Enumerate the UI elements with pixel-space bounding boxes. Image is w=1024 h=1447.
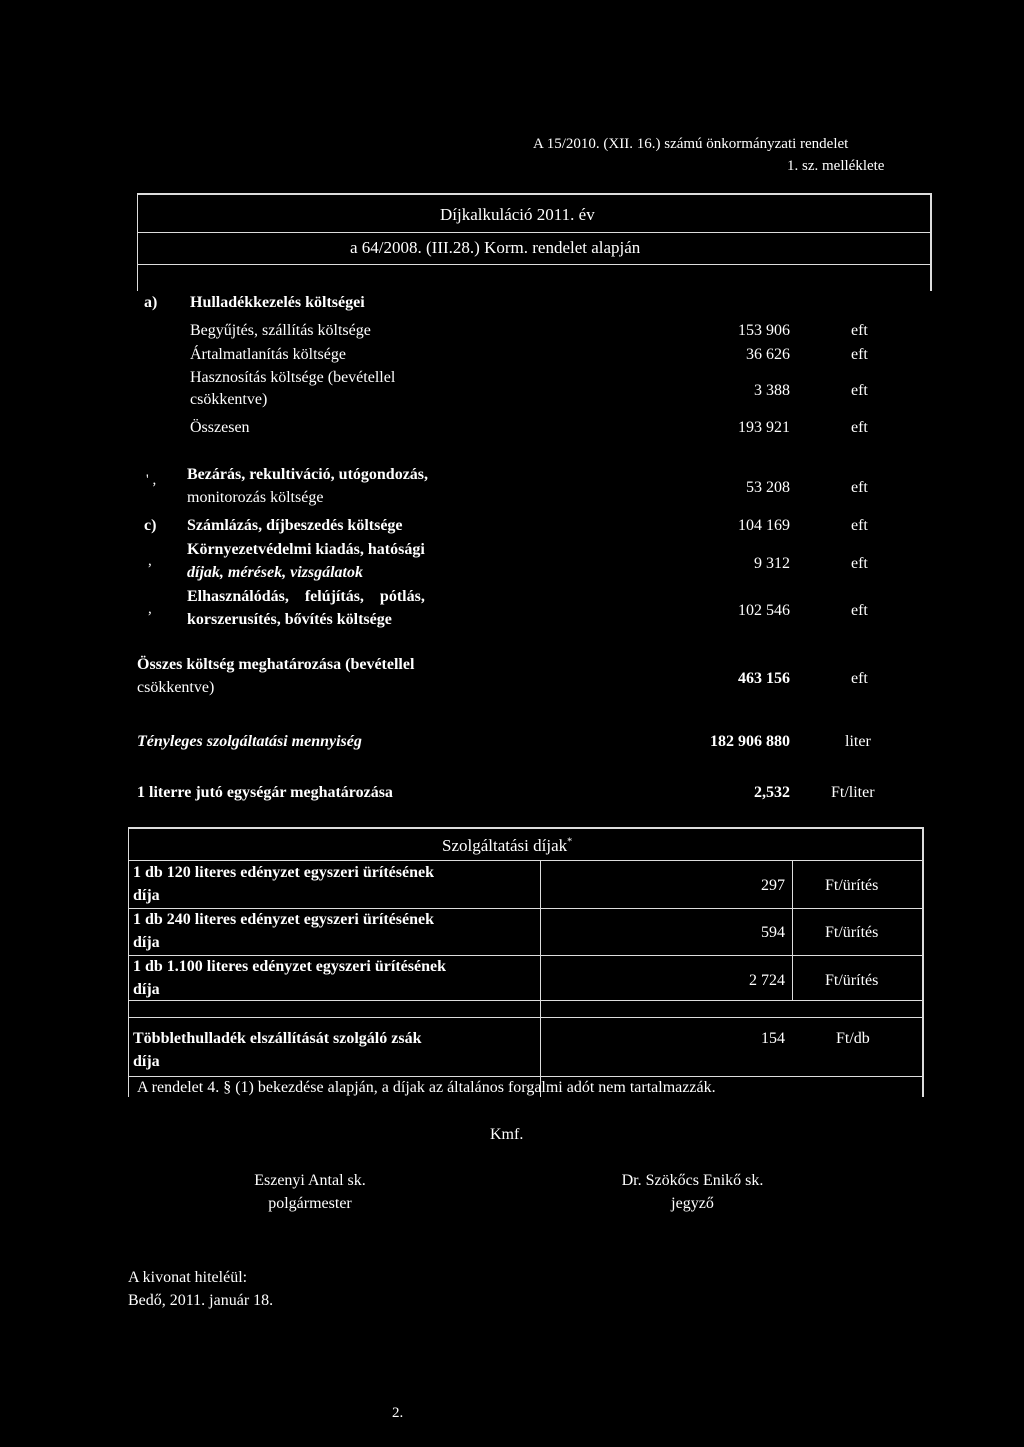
- vat-footnote: A rendelet 4. § (1) bekezdése alapján, a díjak az általános forgalmi adót nem tartalmazzák.: [137, 1079, 716, 1096]
- closure-cost-unit: eft: [851, 479, 868, 496]
- environmental-cost-value: 9 312: [754, 555, 790, 572]
- renewal-cost-label-cont: korszerusítés, bővítés költsége: [187, 611, 392, 628]
- service-quantity-label: Tényleges szolgáltatási mennyiség: [137, 733, 362, 750]
- fee-value-extra-bag: 154: [761, 1030, 785, 1047]
- fee-label-extra-bag-cont: díja: [133, 1053, 160, 1070]
- subtotal-value: 193 921: [738, 419, 790, 436]
- total-cost-unit: eft: [851, 670, 868, 687]
- cost-unit-disposal: eft: [851, 346, 868, 363]
- section-b-marker: ' ,: [146, 472, 157, 488]
- closure-cost-label: Bezárás, rekultiváció, utógondozás,: [187, 466, 429, 483]
- environmental-cost-label: Környezetvédelmi kiadás, hatósági: [187, 541, 425, 558]
- fees-table-price-divider: [792, 860, 793, 1000]
- fees-table-top-rule: [128, 827, 924, 829]
- annex-number: 1. sz. melléklete: [787, 158, 885, 174]
- service-quantity-unit: liter: [845, 733, 871, 750]
- unit-price-label: 1 literre jutó egységár meghatározása: [137, 784, 393, 801]
- cost-unit-collection: eft: [851, 322, 868, 339]
- cost-value-recovery: 3 388: [754, 382, 790, 399]
- fee-value-240l: 594: [761, 924, 785, 941]
- total-cost-label-cont: csökkentve): [137, 679, 215, 696]
- section-a-heading: Hulladékkezelés költségei: [190, 294, 365, 311]
- document-subtitle: a 64/2008. (III.28.) Korm. rendelet alapján: [350, 238, 641, 257]
- title-box-mid-rule: [137, 232, 931, 233]
- fees-row-rule-1: [128, 908, 924, 909]
- fees-heading-text: Szolgáltatási díjak: [442, 836, 568, 855]
- attestation-date: Bedő, 2011. január 18.: [128, 1292, 274, 1309]
- kmf-label: Kmf.: [490, 1126, 524, 1143]
- subtotal-label: Összesen: [190, 419, 250, 436]
- subtotal-unit: eft: [851, 419, 868, 436]
- fee-value-1100l: 2 724: [749, 972, 785, 989]
- cost-value-collection: 153 906: [738, 322, 790, 339]
- fee-value-120l: 297: [761, 877, 785, 894]
- mayor-name: Eszenyi Antal sk.: [254, 1172, 366, 1189]
- section-d-marker: ,: [148, 553, 152, 569]
- document-title: Díjkalkuláció 2011. év: [440, 205, 595, 224]
- closure-cost-label-cont: monitorozás költsége: [187, 489, 324, 506]
- fees-row-rule-2: [128, 955, 924, 956]
- title-box-top-rule: [137, 193, 931, 195]
- cost-label-recovery: Hasznosítás költsége (bevétellel: [190, 369, 396, 386]
- title-box-left-rule: [137, 193, 138, 291]
- fees-table-left-rule: [128, 827, 129, 1097]
- title-box-right-rule: [930, 193, 932, 291]
- fees-table-header-rule: [128, 860, 924, 861]
- billing-cost-value: 104 169: [738, 517, 790, 534]
- unit-price-value: 2,532: [754, 784, 790, 801]
- fees-row-rule-4: [128, 1017, 924, 1018]
- page-number: 2.: [392, 1405, 404, 1421]
- fees-table-bottom-rule: [128, 1076, 924, 1077]
- notary-name: Dr. Szökőcs Enikő sk.: [621, 1172, 764, 1189]
- title-box-bottom-rule: [137, 264, 931, 265]
- cost-label-collection: Begyűjtés, szállítás költsége: [190, 322, 371, 339]
- cost-unit-recovery: eft: [851, 382, 868, 399]
- fees-table-right-rule: [922, 827, 924, 1097]
- total-cost-value: 463 156: [738, 670, 790, 687]
- fees-row-rule-3: [128, 1000, 924, 1001]
- fee-label-240l: 1 db 240 literes edényzet egyszeri ürítésének: [133, 911, 434, 928]
- environmental-cost-label-cont: díjak, mérések, vizsgálatok: [187, 564, 363, 581]
- fee-unit-1100l: Ft/ürítés: [825, 972, 879, 989]
- mayor-title: polgármester: [268, 1195, 352, 1212]
- fees-table-col-divider: [540, 860, 541, 1097]
- closure-cost-value: 53 208: [746, 479, 790, 496]
- fees-heading: [442, 836, 572, 856]
- fee-label-1100l: 1 db 1.100 literes edényzet egyszeri ürítésének: [133, 958, 446, 975]
- renewal-cost-unit: eft: [851, 602, 868, 619]
- fee-label-240l-cont: díja: [133, 934, 160, 951]
- section-c-marker: c): [144, 517, 157, 534]
- fee-unit-120l: Ft/ürítés: [825, 877, 879, 894]
- fee-label-120l: 1 db 120 literes edényzet egyszeri ürítésének: [133, 864, 434, 881]
- total-cost-label: Összes költség meghatározása (bevétellel: [137, 656, 415, 673]
- cost-value-disposal: 36 626: [746, 346, 790, 363]
- section-e-marker: ,: [148, 601, 152, 617]
- fee-label-1100l-cont: díja: [133, 981, 160, 998]
- attestation-line: A kivonat hiteléül:: [128, 1269, 248, 1286]
- service-quantity-value: 182 906 880: [710, 733, 790, 750]
- cost-label-recovery-cont: csökkentve): [190, 391, 268, 408]
- fee-unit-240l: Ft/ürítés: [825, 924, 879, 941]
- billing-cost-unit: eft: [851, 517, 868, 534]
- notary-title: jegyző: [671, 1195, 714, 1212]
- unit-price-unit: Ft/liter: [831, 784, 875, 801]
- billing-cost-label: Számlázás, díjbeszedés költsége: [187, 517, 403, 534]
- renewal-cost-label: Elhasználódás, felújítás, pótlás,: [187, 588, 425, 605]
- fees-heading-asterisk: *: [567, 836, 573, 848]
- fee-label-120l-cont: díja: [133, 887, 160, 904]
- cost-label-disposal: Ártalmatlanítás költsége: [190, 346, 346, 363]
- section-a-marker: a): [144, 294, 158, 311]
- decree-reference: A 15/2010. (XII. 16.) számú önkormányzati rendelet: [533, 136, 849, 152]
- fee-unit-extra-bag: Ft/db: [836, 1030, 870, 1047]
- renewal-cost-value: 102 546: [738, 602, 790, 619]
- fee-label-extra-bag: Többlethulladék elszállítását szolgáló zsák: [133, 1030, 422, 1047]
- environmental-cost-unit: eft: [851, 555, 868, 572]
